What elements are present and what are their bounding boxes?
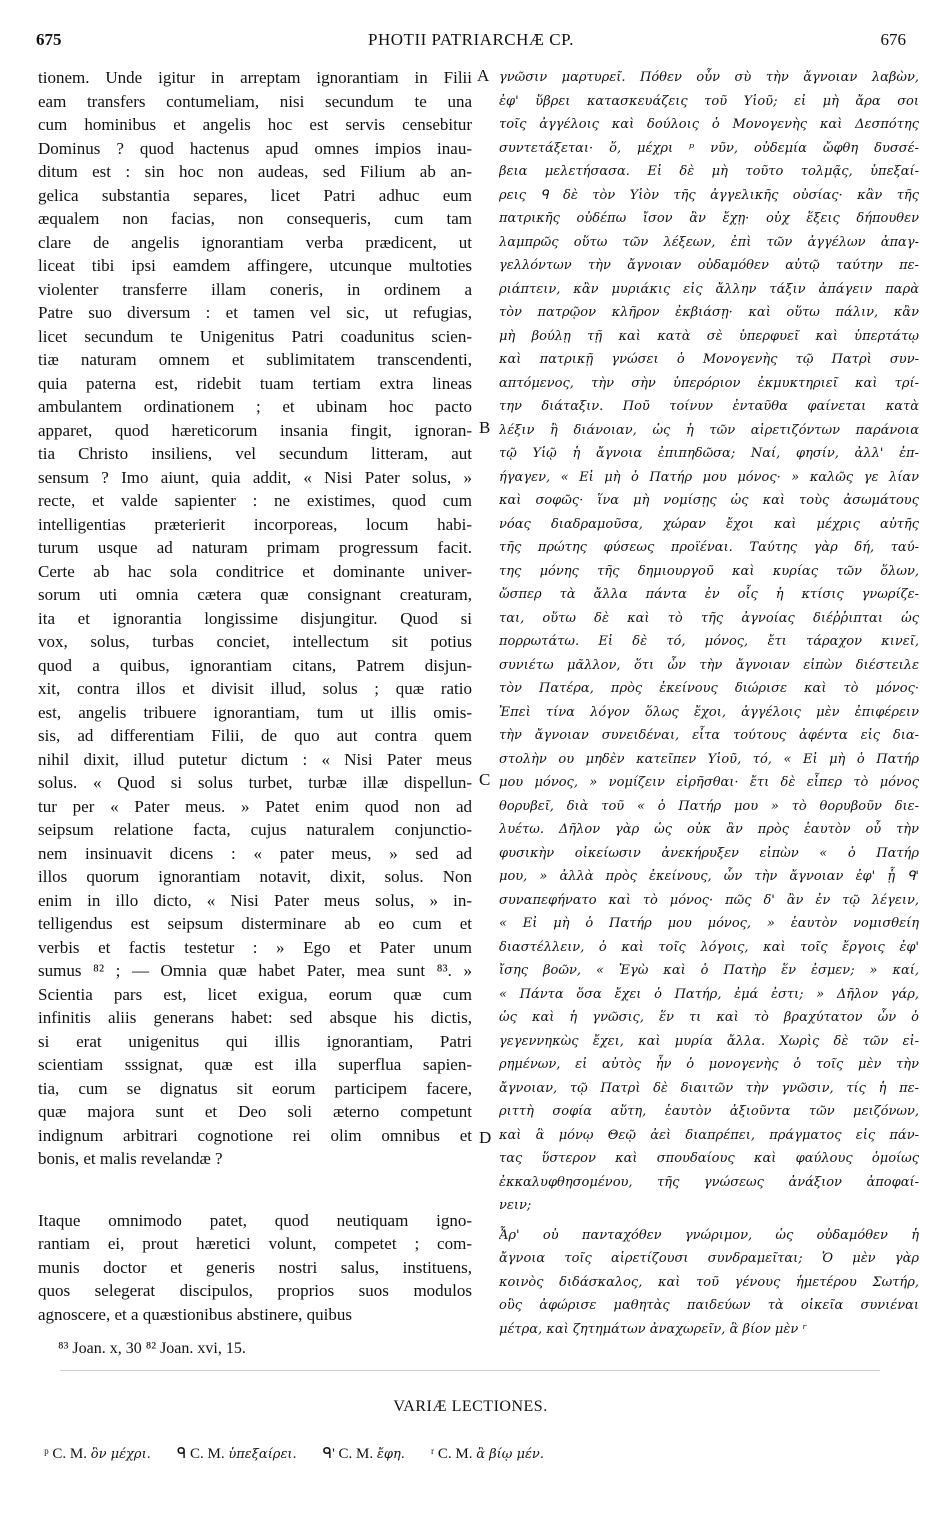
variant-text: ἃ βίῳ μέν. [476,1447,544,1462]
text-line: cum hominibus et angelis hoc est servis censebitur [38,115,472,134]
text-line: clare de angelis ignorantiam verba prædicent, ut [38,232,472,252]
margin-marker-d: D [479,1128,492,1147]
text-line: ριάπτειν, κἂν μυριάκις εἰς ἄλλην τάξιν ἀπάγειν παρὰ [499,281,919,297]
variant-label: ᵖ C. M. [44,1446,91,1462]
page-number-right: 676 [880,30,906,49]
text-line: ὡς καὶ ἡ γνῶσις, ἕν τι καὶ τὸ βραχύτατον ὧν ὁ [499,1010,919,1025]
text-line: quæ majora sunt et Deo soli æterno competunt [38,1102,472,1121]
latin-column [38,66,472,1326]
text-line: ριττὴ σοφία αὕτη, ἑαυτὸν ἀξιοῦντα τῶν μειζόνων, [499,1104,919,1119]
greek-column [499,66,919,1341]
text-line: την διάταξιν. Ποῦ τοίνυν ἐνταῦθα φαίνεται κατὰ [499,399,919,414]
text-line: sumus ⁸² ; — Omnia quæ habet Pater, mea sunt ⁸³. » [38,961,472,980]
text-line: ambulantem ordinationem ; et ubinam hoc pacto [38,397,472,416]
text-line: ρεις ᑫ δὲ τὸν Υἱὸν τῆς ἀγγελικῆς οὐσίας· κἂν τῆς [499,187,919,203]
text-line: μέτρα, καὶ ζητημάτων ἀναχωρεῖν, ἃ βίον μὲν ʳ [499,1321,807,1337]
text-line: διαστέλλειν, ὁ καὶ τοῖς λόγοις, καὶ τοῖς ἔργοις ἐφ' [499,939,919,955]
text-line: scientiam sssignat, quæ est illa superflua sapien- [38,1055,472,1074]
text-line: quod a quibus, ignorantiam citans, Patrem disjun- [38,655,472,675]
text-line: πατρικῆς οὐδέπω ἴσον ἂν ἔχῃ· οὐχ ἕξεις δήπουθεν [499,211,919,226]
text-line: Certe ab hac sola conditrice et dominante univer- [38,561,472,581]
page-header [36,30,906,56]
text-line: Scientia pars est, licet exigua, eorum quæ cum [38,984,472,1004]
greek-paragraph-2 [499,1224,919,1342]
variant-text: ὃν μέχρι. [90,1447,151,1462]
greek-paragraph-1 [499,66,919,1218]
variant-text: ἔφη. [376,1447,405,1462]
text-line: gelica substantia separes, licet Patri adhuc eum [38,185,472,205]
text-line: ἐκκαλυφθησομένου, τῆς γνώσεως ἀνάξιον ἀποφαί- [499,1174,919,1190]
variant-label: ᑫ C. M. [176,1446,229,1462]
text-line: τοῖς ἀγγέλοις καὶ δούλοις ὁ Μονογενὴς καὶ Δεσπότης [499,117,919,132]
variae-lectiones-title: VARIÆ LECTIONES. [393,1398,548,1415]
text-line: apparet, quod hæreticorum insania fingit, ignoran- [38,420,472,440]
text-line: τας ὕστερον καὶ σπουδαίους καὶ φαύλους ὁμοίως [499,1151,919,1166]
text-line: ται, οὕτω δὲ καὶ τὸ τῆς ἀγνοίας διέῤῥιπται ὡς [499,610,919,626]
text-line: ὥσπερ τὰ ἄλλα πάντα ἐν οἷς ἡ κτίσις γνωρίζε- [499,587,919,602]
divider [60,1370,880,1371]
text-line: μου μόνος, » νομίζειν εἰρῆσθαι· ἔτι δὲ εἶπερ τὸ μόνος [499,775,919,790]
text-line: liceat tibi ipsi eamdem affingere, utcunque multoties [38,256,472,275]
text-line: sis, ad differentiam Filii, de quo aut contra quem [38,726,472,745]
text-line: συντετάξεται· ὅ, μέχρι ᵖ νῦν, οὐδεμία ὤφθη δυσσέ- [499,140,919,156]
text-line: æqualem non facias, non consequeris, cum tam [38,209,472,228]
text-line: ἄγνοιαν, τῷ Πατρὶ δὲ διαιτῶν τὴν γνῶσιν, τίς ἡ πε- [499,1080,919,1096]
text-line: στολὴν ου μηδὲν κατεῖπεν Υἱοῦ, τό, « Εἰ μὴ ὁ Πατήρ [499,751,919,767]
text-line: λέξιν ἢ διάνοιαν, ὡς ἡ τῶν αἱρετιζόντων παράνοια [499,422,919,438]
text-line: γεγεννηκὼς ἔχει, καὶ μυρία ἄλλα. Χωρὶς δὲ τῶν εἰ- [499,1033,919,1049]
text-line: Patre suo diversum : et tamen vel sic, ut refugias, [38,303,472,322]
text-line: Ἆρ' οὐ πανταχόθεν γνώριμον, ὡς οὐδαμόθεν ἡ [499,1227,919,1243]
text-line: Ἐπεὶ τίνα λόγον ὅλως ἔχοι, ἀγγέλοις μὲν ἐπιφέρειν [499,704,919,720]
text-line: απτόμενος, τὴν σὴν ὑπερόριον ἐκμυκτηριεῖ καὶ τρί- [499,375,919,391]
text-line: βεια μελετήσασα. Εἰ δὲ μὴ τοῦτο τολμᾷς, ὑπεξαί- [499,164,919,179]
text-line: eam transfers contumeliam, nisi secundum te una [38,91,472,111]
text-line: indignum arbitrari cognotione rei olim omnibus et [38,1125,472,1145]
text-line: agnoscere, et a quæstionibus abstinere, quibus [38,1304,352,1324]
text-line: λαμπρῶς οὕτω τῶν λέξεων, ἐπὶ τῶν ἀγγέλων ἀπαγ- [499,234,919,250]
text-line: ditum est : sin hoc non audeas, sed Filium ab an- [38,162,472,181]
text-line: θορυβεῖ, διὰ τοῦ « ὁ Πατήρ μου » τὸ θορυβοῦν διε- [499,798,919,814]
text-line: γελλόντων τὴν ἄγνοιαν οὐδαμόθεν αὐτῷ ταύτην πε- [499,258,919,273]
text-line: λυέτω. Δῆλον γὰρ ὡς οὐκ ἂν πρὸς ἑαυτὸν οὗ τὴν [499,822,919,837]
text-line: τὸν Πατέρα, πρὸς ἐκείνους διώρισε καὶ τὸ μόνος· [499,681,919,696]
running-title: PHOTII PATRIARCHÆ CP. [368,30,574,49]
text-line: tia, cum se dignatus sit eorum participem facere, [38,1078,472,1098]
text-line: violenter transferre illam coneris, in ordinem a [38,279,472,299]
variant-reading [44,1446,151,1462]
text-line: Itaque omnimodo patet, quod neutiquam igno- [38,1210,472,1230]
text-line: τῷ Υἱῷ ἡ ἄγνοια ἐπιπηδῶσα; Ναί, φησίν, ἀλλ' ἐπ- [499,446,919,461]
text-line: si erat unigenitus qui illis ignorantiam, Patri [38,1031,472,1051]
text-line: nem insinuavit dicens : « pater meus, » sed ad [38,843,472,863]
variae-lectiones-notes [44,1444,570,1463]
text-line: ρημένων, εἰ αὐτὸς ἦν ὁ μονογενὴς ὁ τοῖς μὲν τὴν [499,1057,919,1072]
text-line: συνιέτω μᾶλλον, ὅτι ὧν τὴν ἄγνοιαν εἰπὼν διέστειλε [499,657,919,673]
footnotes: ⁸³ Joan. x, 30 ⁸² Joan. xvi, 15. [58,1340,246,1357]
latin-paragraph-2 [38,1209,472,1327]
text-line: καὶ ἃ μόνῳ Θεῷ ἀεὶ διαπρέπει, πράγματος εἰς πάν- [499,1127,919,1143]
variant-label: ʳ C. M. [430,1446,477,1462]
text-line: rantiam ei, prout hæretici volunt, competet ; com- [38,1234,472,1253]
text-line: τὸν πατρῷον κλῆρον ἐκβιάσῃ· καὶ οὕτω πάλιν, κἂν [499,305,919,320]
text-line: καὶ πατρικῇ γνώσει ὁ Μονογενὴς τῷ Πατρὶ συν- [499,352,919,367]
variant-reading [323,1446,405,1462]
text-line: συναπεφήνατο καὶ τὸ μόνος· πῶς δ' ἂν ἐν τῷ λέγειν, [499,892,919,908]
text-line: nihil dixit, illud putetur dictum : « Nisi Pater meus [38,749,472,769]
text-line: καὶ σοφῶς· ἵνα μὴ νομίσῃς ὡς καὶ τοὺς ἀσωμάτους [499,493,919,508]
variant-reading [431,1446,544,1462]
margin-marker-a: A [477,66,490,85]
text-line: intelligentias præterierit incorporeas, locum habi- [38,514,472,534]
text-line: tiæ naturam omnem et sublimitatem transcendenti, [38,350,472,369]
text-line: munis doctor et generis nostri salus, instituens, [38,1257,472,1277]
text-line: seipsum relatione facta, cujus naturalem conjunctio- [38,820,472,839]
text-line: verbis et factis testetur : » Ego et Pater unum [38,937,472,957]
text-line: ήγαγεν, « Εἰ μὴ ὁ Πατήρ μου μόνος· » καλῶς γε λίαν [499,469,919,485]
text-line: illos quorum ignorantiam notavit, dixit, solus. Non [38,867,472,886]
variant-label: ᑫ' C. M. [322,1446,377,1462]
text-line: solus. « Quod si solus turbet, turbæ illæ dispellun- [38,773,472,792]
text-line: tionem. Unde igitur in arreptam ignorantiam in Filii [38,68,472,87]
text-line: quos selegerat discipulos, proprios suos modulos [38,1281,472,1300]
text-line: νειν; [499,1198,532,1213]
text-line: ἄγνοια τοῖς αἱρετίζουσι συνδραμεῖται; Ὁ μὲν γὰρ [499,1251,919,1266]
latin-paragraph-1 [38,66,472,1171]
text-line: τῆς πρώτης φύσεως προϊέναι. Ταύτης γὰρ δή, ταύ- [499,540,919,555]
text-line: ita et ignorantia longissime disjungitur. Quod si [38,608,472,628]
text-line: vox, solus, turbas conciet, intellectum sit potius [38,632,472,651]
text-line: telligendus est seipsum disterminare ab eo cum et [38,914,472,933]
text-line: licet secundum te Unigenitus Patri coadunitus scien- [38,326,472,346]
page-number-left: 675 [36,30,62,49]
text-line: « Εἰ μὴ ὁ Πατήρ μου μόνος, » ἑαυτὸν νομισθείη [499,916,919,931]
text-line: infinitis aliis generans habet: sed absque his dictis, [38,1008,472,1027]
text-line: bonis, et malis revelandæ ? [38,1149,223,1168]
text-line: sorum uti omnia cætera quæ consignant creaturam, [38,585,472,604]
text-line: recte, et valde sapienter : ne existimes, quod cum [38,491,472,510]
variant-text: ὑπεξαίρει. [228,1447,297,1462]
variant-reading [177,1446,297,1462]
text-line: μὴ βούλῃ τῇ καὶ κατὰ σὲ ὑπερφυεῖ καὶ ὑπερτάτῳ [499,328,919,344]
text-line: tur per « Pater meus. » Patet enim quod non ad [38,796,472,816]
text-line: οὓς ἀφώρισε μαθητὰς παιδεύων τὰ οἰκεῖα συνιέναι [499,1298,919,1313]
text-line: τὴν ἄγνοιαν συνειδέναι, εἶτα τούτους ἀφέντα εἰς δια- [499,728,919,743]
text-line: κοινὸς διδάσκαλος, καὶ τοῦ γένους ἡμετέρου Σωτήρ, [499,1274,919,1290]
text-line: ἴσης βοῶν, « Ἐγὼ καὶ ὁ Πατὴρ ἕν ἐσμεν; » καί, [499,963,919,978]
text-line: φυσικὴν οἰκείωσιν ἀνεκήρυξεν εἰπὼν « ὁ Πατήρ [499,845,919,861]
text-line: πορρωτάτω. Εἰ δὲ τό, μόνος, ἔτι τάραχον κινεῖ, [499,634,919,649]
text-line: tia Christo insiliens, vel secundum litteram, aut [38,444,472,463]
text-line: xit, contra illos et divisit illud, solus ; quæ ratio [38,679,472,698]
text-line: μου, » ἀλλὰ πρὸς ἐκείνους, ὧν τὴν ἄγνοιαν ἐφ' ᾗ ᑫ' [499,869,919,884]
text-line: Dominus ? quod hactenus apud omnes impios inau- [38,138,472,158]
text-line: ἐφ' ὕβρει κατασκευάζεις τοῦ Υἱοῦ; εἰ μὴ ἄρα σοι [499,93,919,109]
text-line: της μόνης τῆς δημιουργοῦ καὶ κυρίας τῶν ὅλων, [499,563,919,579]
text-line: quia paterna est, ridebit tuam tertiam extra lineas [38,373,472,393]
text-line: γνῶσιν μαρτυρεῖ. Πόθεν οὖν σὺ τὴν ἄγνοιαν λαβὼν, [499,70,919,85]
text-line: est, angelis tribuere ignorantiam, tum ut illis omis- [38,702,472,722]
text-line: νόας διαδραμοῦσα, χώραν ἔχοι καὶ μέχρις αὐτῆς [499,516,919,532]
text-line: turum usque ad naturam primam progressum facit. [38,538,472,557]
margin-marker-b: B [479,418,491,437]
text-line: enim in illo dicto, « Nisi Pater meus solus, » in- [38,890,472,910]
text-line: sensum ? Imo aiunt, quia addit, « Nisi Pater solus, » [38,467,472,487]
margin-marker-c: C [479,770,491,789]
text-line: « Πάντα ὅσα ἔχει ὁ Πατήρ, ἐμά ἐστι; » Δῆλον γάρ, [499,986,919,1002]
